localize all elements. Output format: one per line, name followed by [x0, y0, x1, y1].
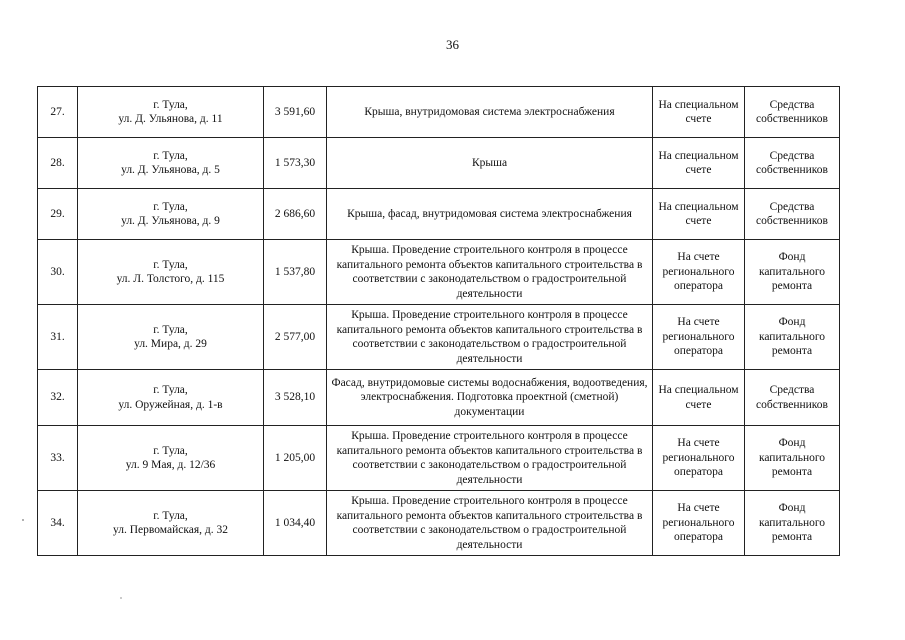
table-row — [38, 305, 840, 370]
address-city: г. Тула, — [153, 384, 188, 396]
address-cell — [78, 426, 264, 491]
address-city: г. Тула, — [153, 258, 188, 271]
works-cell: Фасад, внутридомовые системы водоснабжения, водоотведения, электроснабжения. Подготовка проектной (сметной) документации — [327, 370, 653, 426]
funding-source-cell: Фонд капитального ремонта — [745, 491, 840, 556]
works-cell: Крыша, фасад, внутридомовая система электроснабжения — [327, 189, 653, 240]
address-cell — [78, 370, 264, 426]
table-row — [38, 370, 840, 426]
row-number: 33. — [38, 426, 78, 491]
area-cell: 2 686,60 — [264, 189, 327, 240]
row-number: 29. — [38, 189, 78, 240]
address-cell — [78, 87, 264, 138]
scan-speck — [120, 597, 122, 599]
address-street: ул. Л. Толстого, д. 115 — [116, 273, 225, 285]
address-street: ул. Оружейная, д. 1-в — [118, 398, 223, 411]
account-cell: На специальном счете — [653, 189, 745, 240]
funding-source-cell: Средства собственников — [745, 87, 840, 138]
area-cell: 3 528,10 — [264, 370, 327, 426]
account-cell: На счете регионального оператора — [653, 240, 745, 305]
repair-table — [37, 86, 840, 556]
works-cell: Крыша — [327, 138, 653, 189]
row-number: 31. — [38, 305, 78, 370]
account-cell: На специальном счете — [653, 138, 745, 189]
account-cell: На счете регионального оператора — [653, 426, 745, 491]
address-city: г. Тула, — [153, 98, 188, 111]
address-street: ул. Мира, д. 29 — [134, 338, 207, 350]
area-cell: 1 034,40 — [264, 491, 327, 556]
address-city: г. Тула, — [153, 509, 188, 522]
funding-source-cell: Средства собственников — [745, 370, 840, 426]
address-street: ул. Д. Ульянова, д. 9 — [121, 215, 220, 227]
funding-source-cell: Фонд капитального ремонта — [745, 240, 840, 305]
area-cell: 1 205,00 — [264, 426, 327, 491]
table-row — [38, 426, 840, 491]
table-row — [38, 189, 840, 240]
address-cell — [78, 240, 264, 305]
address-city: г. Тула, — [153, 444, 188, 457]
area-cell: 3 591,60 — [264, 87, 327, 138]
account-cell: На специальном счете — [653, 370, 745, 426]
account-cell: На счете регионального оператора — [653, 491, 745, 556]
row-number: 30. — [38, 240, 78, 305]
works-cell: Крыша. Проведение строительного контроля в процессе капитального ремонта объектов капитального строительства в соответствии с законодательством о градостроительной деятельности — [327, 426, 653, 491]
address-city: г. Тула, — [153, 149, 188, 162]
area-cell: 2 577,00 — [264, 305, 327, 370]
table-row — [38, 87, 840, 138]
works-cell: Крыша. Проведение строительного контроля в процессе капитального ремонта объектов капитального строительства в соответствии с законодательством о градостроительной деятельности — [327, 240, 653, 305]
address-street: ул. Д. Ульянова, д. 5 — [121, 164, 220, 176]
account-cell: На специальном счете — [653, 87, 745, 138]
address-cell — [78, 138, 264, 189]
area-cell: 1 573,30 — [264, 138, 327, 189]
scan-speck — [22, 519, 24, 521]
table-row — [38, 138, 840, 189]
address-street: ул. Первомайская, д. 32 — [113, 524, 228, 536]
address-cell — [78, 491, 264, 556]
row-number: 32. — [38, 370, 78, 426]
row-number: 28. — [38, 138, 78, 189]
funding-source-cell: Фонд капитального ремонта — [745, 305, 840, 370]
works-cell: Крыша. Проведение строительного контроля в процессе капитального ремонта объектов капитального строительства в соответствии с законодательством о градостроительной деятельности — [327, 491, 653, 556]
works-cell: Крыша, внутридомовая система электроснабжения — [327, 87, 653, 138]
address-city: г. Тула, — [153, 200, 188, 213]
funding-source-cell: Фонд капитального ремонта — [745, 426, 840, 491]
works-cell: Крыша. Проведение строительного контроля в процессе капитального ремонта объектов капитального строительства в соответствии с законодательством о градостроительной деятельности — [327, 305, 653, 370]
account-cell: На счете регионального оператора — [653, 305, 745, 370]
table-row — [38, 240, 840, 305]
funding-source-cell: Средства собственников — [745, 189, 840, 240]
row-number: 34. — [38, 491, 78, 556]
row-number: 27. — [38, 87, 78, 138]
address-cell — [78, 189, 264, 240]
area-cell: 1 537,80 — [264, 240, 327, 305]
page-number: 36 — [446, 37, 459, 52]
address-street: ул. 9 Мая, д. 12/36 — [125, 459, 216, 471]
table-row — [38, 491, 840, 556]
address-street: ул. Д. Ульянова, д. 11 — [118, 113, 223, 125]
funding-source-cell: Средства собственников — [745, 138, 840, 189]
address-cell — [78, 305, 264, 370]
address-city: г. Тула, — [153, 323, 188, 336]
